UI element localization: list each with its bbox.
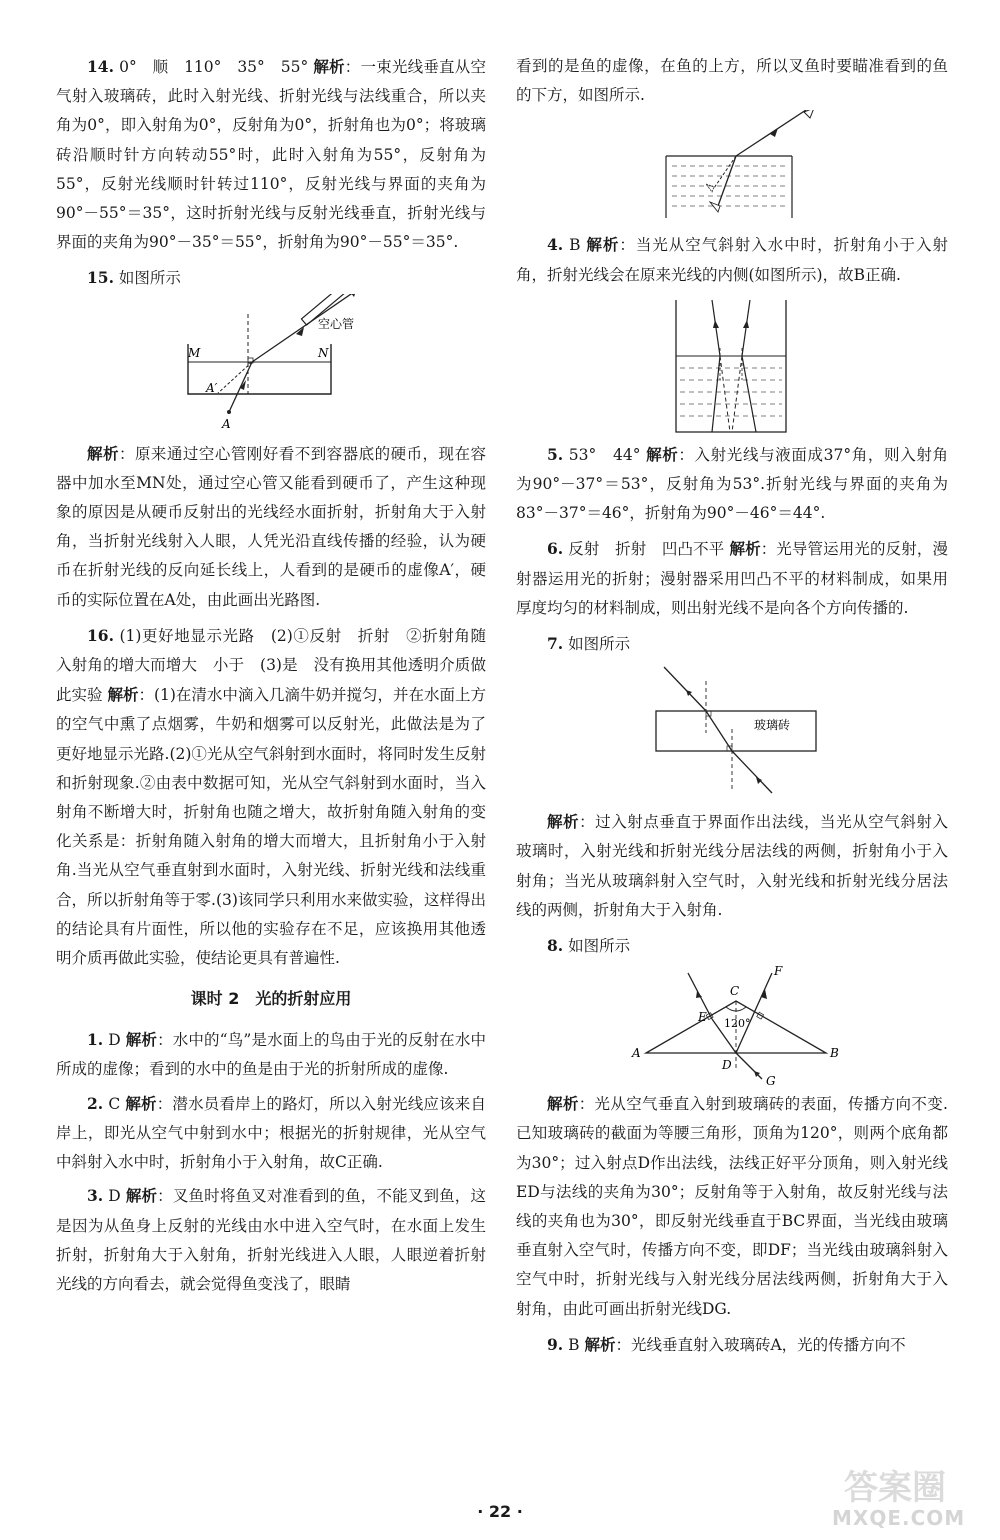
label-C: C xyxy=(730,984,740,999)
label-N: N xyxy=(318,345,329,360)
figure-15-hollow-tube xyxy=(56,294,486,439)
explanation-7: 解析：过入射点垂直于界面作出法线，当光从空气斜射入玻璃时，入射光线和折射光线分居法线的两侧，折射角小于入射角；当光从玻璃斜射入空气时，入射光线和折射光线分居法线的两侧，折射角大于入射角. xyxy=(516,812,948,919)
label-G: G xyxy=(766,1074,776,1089)
answer-9: 9. B 解析：光线垂直射入玻璃砖A，光的传播方向不 xyxy=(547,1334,906,1354)
answer-14: 14. 0° 顺 110° 35° 55° 解析：一束光线垂直从空气射入玻璃砖，此时入射光线、折射光线与法线重合，所以夹角为0°，即入射角为0°，反射角为0°，折射角也为0°；将玻璃砖沿顺时针方向转动55°时，此时入射角为55°，反射角为55°，反射光线顺时针转过110°，反射光线与界面的夹角为90°－55°＝35°，这时折射光线与反射光线垂直，折射光线与界面的夹角为90°－35°＝55°，折射角为90°－55°＝35°. xyxy=(56,57,486,252)
answer-7: 7. 如图所示 xyxy=(547,634,631,654)
label-E: E xyxy=(698,1010,707,1025)
watermark-logo xyxy=(826,1460,986,1534)
label-F: F xyxy=(774,964,783,979)
answer-15: 15. 如图所示 xyxy=(87,268,181,288)
label-glass-brick: 玻璃砖 xyxy=(754,718,791,733)
figure-7-glass-brick xyxy=(516,659,948,807)
answer-3: 3. D 解析：叉鱼时将鱼叉对准看到的鱼，不能叉到鱼，这是因为从鱼身上反射的光线由水中进入空气时，在水面上发生折射，折射角大于入射角，折射光线进入人眼，人眼逆着折射光线的方向看去，就会觉得鱼变浅了，眼睛 xyxy=(56,1186,486,1293)
answer-2: 2. C 解析：潜水员看岸上的路灯，所以入射光线应该来自岸上，即光从空气中射到水中；根据光的折射规律，光从空气中斜射入水中时，折射角小于入射角，故C正确. xyxy=(56,1093,486,1172)
watermark-url: MXQE.COM xyxy=(832,1506,966,1530)
explanation-8: 解析：光从空气垂直入射到玻璃砖的表面，传播方向不变.已知玻璃砖的截面为等腰三角形，顶角为120°，则两个底角都为30°；过入射点D作出法线，法线正好平分顶角，则入射光线ED与法线的夹角为30°；反射角等于入射角，故反射光线与法线的夹角也为30°，即反射光线垂直于BC界面，当光线由玻璃垂直射入空气时，传播方向不变，即DF；当光线由玻璃斜射入空气中时，折射光线与入射光线分居法线两侧，折射角大于入射角，由此可画出折射光线DG. xyxy=(516,1094,948,1318)
right-column xyxy=(516,52,948,1360)
figure-4-beaker xyxy=(516,290,948,440)
label-D: D xyxy=(722,1058,732,1073)
left-column xyxy=(56,52,486,1299)
section-title: 课时 2 光的折射应用 xyxy=(190,989,352,1009)
label-angle-120: 120° xyxy=(724,1017,751,1031)
answer-6: 6. 反射 折射 凹凸不平 解析：光导管运用光的反射，漫射器运用光的折射；漫射器采用凹凸不平的材料制成，如果用厚度均匀的材料制成，则出射光线不是向各个方向传播的. xyxy=(516,539,948,617)
watermark-chinese: 答案圈 xyxy=(844,1468,946,1508)
label-A-prime: A′ xyxy=(206,380,218,395)
answer-5: 5. 53° 44° 解析：入射光线与液面成37°角，则入射角为90°－37°＝53°，反射角为53°.折射光线与界面的夹角为83°－37°＝46°，折射角为90°－46°＝44°. xyxy=(516,444,948,523)
answer-3-continued: 看到的是鱼的虚像，在鱼的上方，所以叉鱼时要瞄准看到的鱼的下方，如图所示. xyxy=(516,57,948,105)
label-B: B xyxy=(830,1046,839,1061)
explanation-15: 解析：原来通过空心管刚好看不到容器底的硬币，现在容器中加水至MN处，通过空心管又能看到硬币了，产生这种现象的原因是从硬币反射出的光线经水面折射，折射角大于入射角，当折射光线射入人眼，人凭光沿直线传播的经验，认为硬币在折射光线的反向延长线上，人看到的是硬币的虚像A′，硬币的实际位置在A处，由此画出光路图. xyxy=(56,443,486,609)
figure-3-fish-spear xyxy=(516,110,948,230)
label-A: A xyxy=(222,416,231,431)
label-A: A xyxy=(632,1046,641,1061)
answer-4: 4. B 解析：当光从空气斜射入水中时，折射角小于入射角，折射光线会在原来光线的内侧(如图所示)，故B正确. xyxy=(516,235,948,284)
figure-8-prism xyxy=(516,961,948,1089)
label-hollow-tube: 空心管 xyxy=(318,316,355,331)
page-number: · 22 · xyxy=(477,1502,523,1521)
answer-16: 16. (1)更好地显示光路 (2)①反射 折射 ②折射角随入射角的增大而增大 小于 (3)是 没有换用其他透明介质做此实验 解析：(1)在清水中滴入几滴牛奶并搅匀，并在水面上方的空气中熏了点烟雾，牛奶和烟雾可以反射光，此做法是为了更好地显示光路.(2)①光从空气斜射到水面时，将同时发生反射和折射现象.②由表中数据可知，光从空气斜射到水面时，当入射角不断增大时，折射角也随之增大，故折射角随入射角的变化关系是：折射角随入射角的增大而增大，且折射角小于入射角.当光从空气垂直射到水面时，入射光线、折射光线和法线重合，所以折射角等于零.(3)该同学只利用水来做实验，这样得出的结论具有片面性，所以他的实验存在不足，应该换用其他透明介质再做此实验，使结论更具有普遍性. xyxy=(56,625,486,968)
answer-1: 1. D 解析：水中的“鸟”是水面上的鸟由于光的反射在水中所成的虚像；看到的水中的鱼是由于光的折射所成的虚像. xyxy=(56,1030,486,1079)
answer-8: 8. 如图所示 xyxy=(547,936,631,956)
label-M: M xyxy=(188,345,201,360)
